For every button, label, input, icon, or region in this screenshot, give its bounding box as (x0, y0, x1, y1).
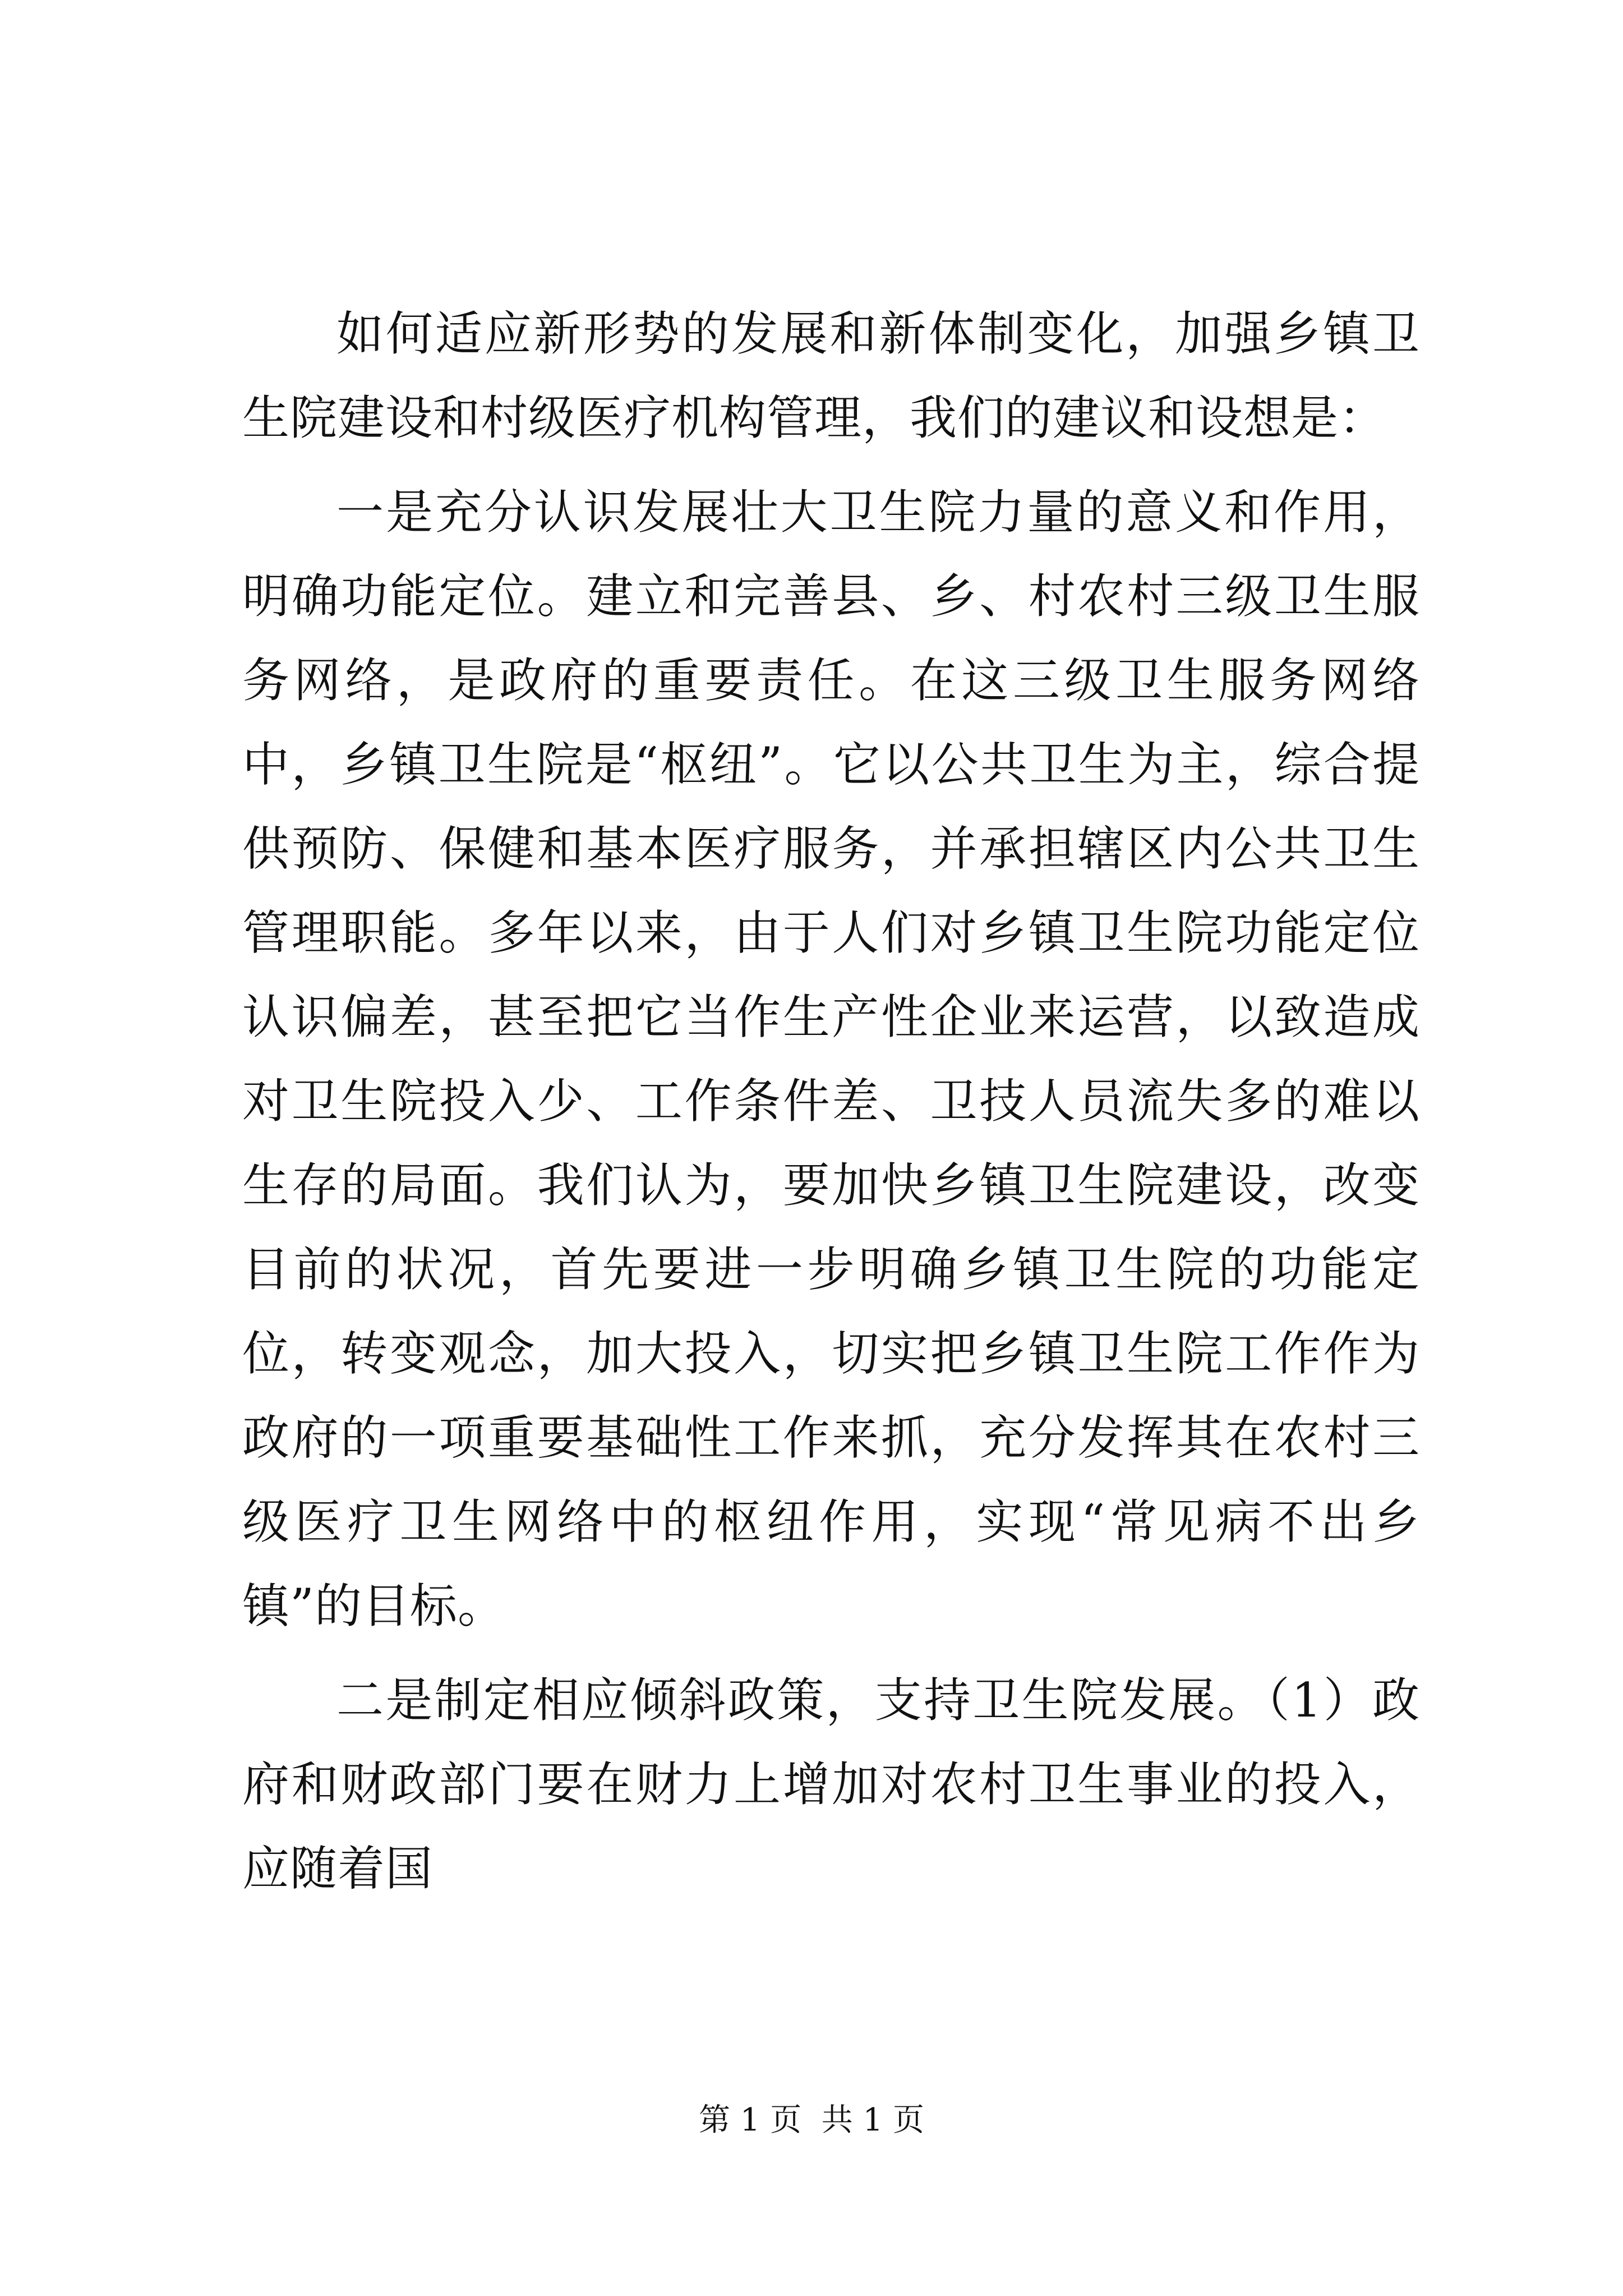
paragraph-point-two: 二是制定相应倾斜政策，支持卫生院发展。（1）政府和财政部门要在财力上增加对农村卫生事业的投入，应随着国 (242, 1673, 1420, 1896)
document-body (242, 292, 1420, 1921)
page-number-footer: 第 1 页 共 1 页 (698, 2102, 925, 2138)
paragraph-point-one: 一是充分认识发展壮大卫生院力量的意义和作用，明确功能定位。建立和完善县、乡、村农村三级卫生服务网络，是政府的重要责任。在这三级卫生服务网络中，乡镇卫生院是“枢纽”。它以公共卫生为主，综合提供预防、保健和基本医疗服务，并承担辖区内公共卫生管理职能。多年以来，由于人们对乡镇卫生院功能定位认识偏差，甚至把它当作生产性企业来运营，以致造成对卫生院投入少、工作条件差、卫技人员流失多的难以生存的局面。我们认为，要加快乡镇卫生院建设，改变目前的状况，首先要进一步明确乡镇卫生院的功能定位，转变观念，加大投入，切实把乡镇卫生院工作作为政府的一项重要基础性工作来抓，充分发挥其在农村三级医疗卫生网络中的枢纽作用，实现“常见病不出乡镇”的目标。 (242, 485, 1420, 1634)
paragraph-intro: 如何适应新形势的发展和新体制变化，加强乡镇卫生院建设和村级医疗机构管理，我们的建议和设想是： (242, 306, 1420, 445)
